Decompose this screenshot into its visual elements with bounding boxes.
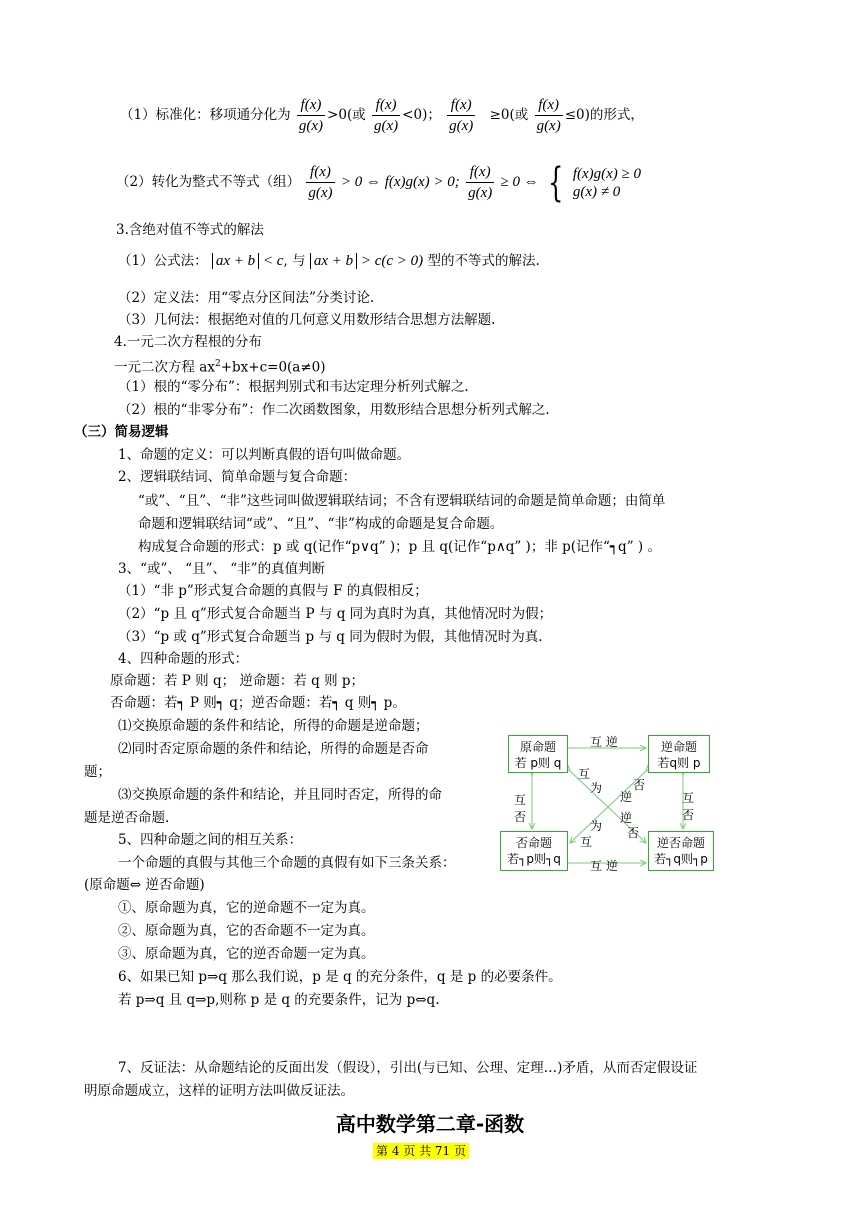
fraction: $\frac{f(x)}{g(x)}$: [308, 164, 333, 201]
logic-line: “或”、“且”、“非”这些词叫做逻辑联结词；不含有逻辑联结词的命题是简单命题；由简单: [138, 493, 666, 509]
logic-line: 3、“或”、 “且”、 “非”的真值判断: [118, 561, 326, 577]
logic-heading: （三）简易逻辑: [74, 424, 169, 440]
logic-line: 题；: [84, 764, 111, 780]
abs-item-2: （2）定义法：用“零点分区间法”分类讨论.: [118, 290, 375, 306]
box-contrapositive: 逆否命题 若┐q则┐p: [648, 831, 714, 871]
logic-line: 7、反证法：从命题结论的反面出发（假设），引出(与已知、公理、定理…)矛盾，从而否定假设证: [118, 1060, 698, 1076]
logic-line: （1）“非 p”形式复合命题的真假与 F 的真假相反；: [118, 583, 428, 599]
label-diag: 为: [590, 781, 603, 795]
logic-line: （2）“p 且 q”形式复合命题当 P 与 q 同为真时为真，其他情况时为假；: [118, 606, 553, 622]
label-left-a: 互: [514, 793, 527, 807]
logic-line: 一个命题的真假与其他三个命题的真假有如下三条关系：: [118, 855, 456, 871]
fraction: $\frac{f(x)}{g(x)}$: [468, 164, 493, 201]
convert-equiv-2: ≥ 0 ⇔: [500, 174, 539, 190]
label-bottom-converse: 互 逆: [590, 859, 618, 873]
logic-line: 明原命题成立，这样的证明方法叫做反证法。: [84, 1083, 354, 1099]
abs-heading: 3.含绝对值不等式的解法: [116, 222, 264, 238]
logic-line: ⑵同时否定原命题的条件和结论，所得的命题是否命: [118, 741, 429, 757]
logic-line: 题是逆否命题.: [84, 810, 170, 826]
label-right-b: 否: [682, 808, 695, 822]
standardize-label: （1）标准化：移项通分化为: [120, 107, 291, 123]
convert-equiv-1: > 0 ⇔ f(x)g(x) > 0;: [340, 174, 460, 190]
logic-line: 否命题：若┑ P 则┑ q；逆否命题：若┑ q 则┑ p。: [110, 695, 406, 711]
logic-line: ②、原命题为真，它的否命题不一定为真。: [118, 923, 375, 939]
logic-line: 若 p⇒q 且 q⇒p,则称 p 是 q 的充要条件，记为 p⇔q.: [118, 992, 440, 1008]
fraction: $\frac{f(x)}{g(x)}$: [536, 97, 561, 134]
label-diag: 否: [633, 778, 646, 792]
fraction: $\frac{f(x)}{g(x)}$: [449, 97, 474, 134]
logic-line: 5、四种命题之间的相互关系：: [118, 832, 303, 848]
logic-line: 6、如果已知 p⇒q 那么我们说，p 是 q 的充分条件，q 是 p 的必要条件。: [118, 969, 562, 985]
logic-line: （3）“p 或 q”形式复合命题当 p 与 q 同为假时为假，其他情况时为真.: [118, 629, 543, 645]
logic-line: 4、四种命题的形式：: [118, 651, 249, 667]
quad-heading: 4.一元二次方程根的分布: [114, 334, 262, 350]
logic-line: 原命题：若 P 则 q； 逆命题：若 q 则 p；: [110, 673, 365, 689]
logic-line: ⑶交换原命题的条件和结论，并且同时否定，所得的命: [118, 787, 442, 803]
cases: f(x)g(x) ≥ 0 g(x) ≠ 0: [572, 165, 642, 200]
label-diag: 逆: [620, 811, 633, 825]
label-diag: 逆: [620, 790, 633, 804]
logic-line: 命题和逻辑联结词“或”、“且”、“非”构成的命题是复合命题。: [138, 516, 504, 532]
quad-item-2: （2）根的“非零分布”：作二次函数图象，用数形结合思想分析列式解之.: [118, 402, 550, 418]
quad-equation: 一元二次方程 $ax^2+bx+c=0(a\ne 0)$: [114, 359, 326, 376]
fraction: $\frac{f(x)}{g(x)}$: [298, 97, 324, 134]
convert-line: [116, 159, 642, 206]
standardize-line: （1）标准化：移项通分化为 $\frac{f(x)}{g(x)}$ >0(或 $\frac{f(x)}{g(x)}$ <0)； $\frac{f(x)}{g(x)}$ ≥0(或 $\frac{f(x)}{g(x)}$ ≤0)的形式，: [120, 97, 644, 134]
proposition-relation-diagram: [500, 733, 715, 883]
quad-item-1: （1）根的“零分布”：根据判别式和韦达定理分析列式解之.: [118, 379, 469, 395]
logic-line: ③、原命题为真，它的逆否命题一定为真。: [118, 946, 375, 962]
label-top-converse: 互 逆: [590, 735, 618, 749]
logic-line: 2、逻辑联结词、简单命题与复合命题：: [118, 469, 357, 485]
logic-line: ①、原命题为真，它的逆命题不一定为真。: [118, 900, 375, 916]
logic-line: 1、命题的定义：可以判断真假的语句叫做命题。: [118, 447, 411, 463]
abs-formula-line: （1）公式法： ax + b < c, 与 ax + b > c(c > 0) 型的不等式的解法.: [118, 253, 540, 269]
brace: {: [548, 159, 564, 206]
logic-line: ⑴交换原命题的条件和结论，所得的命题是逆命题；: [118, 718, 429, 734]
label-left-b: 否: [514, 810, 527, 824]
fraction: $\frac{f(x)}{g(x)}$: [374, 97, 399, 134]
box-converse: 逆命题 若q则 p: [648, 735, 710, 773]
abs-item-3: （3）几何法：根据绝对值的几何意义用数形结合思想方法解题.: [118, 312, 496, 328]
label-diag: 为: [590, 819, 603, 833]
logic-line: 构成复合命题的形式：p 或 q(记作“p∨q” )；p 且 q(记作“p∧q” )；非 p(记作“┑q” ) 。: [138, 539, 661, 555]
label-diag: 互: [580, 835, 593, 849]
label-right-a: 互: [682, 791, 695, 805]
label-diag: 互: [578, 767, 591, 781]
chapter-title: 高中数学第二章-函数: [335, 1112, 525, 1136]
page-number: 第 4 页 共 71 页: [373, 1143, 469, 1159]
logic-line: (原命题⇔ 逆否命题): [84, 877, 205, 893]
box-inverse: 否命题 若┐p则┐q: [500, 831, 568, 871]
box-original: 原命题 若 p则 q: [508, 735, 568, 773]
convert-label: （2）转化为整式不等式（组）: [116, 174, 301, 190]
label-diag: 否: [627, 826, 640, 840]
